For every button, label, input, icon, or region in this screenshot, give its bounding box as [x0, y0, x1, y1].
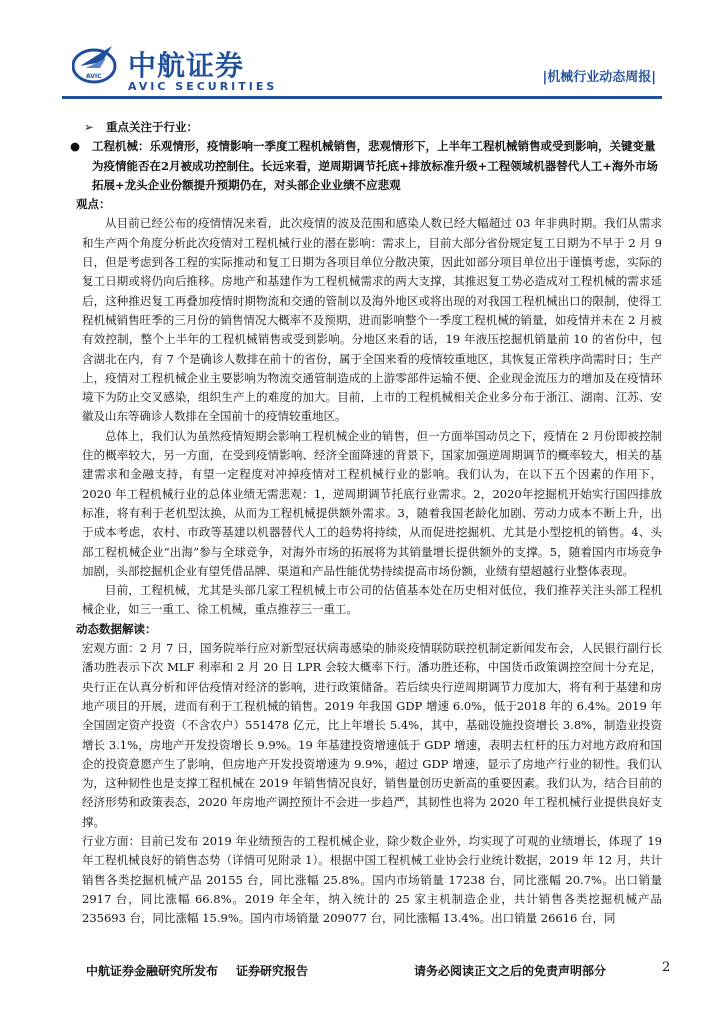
dynamic-data-heading: 动态数据解读：	[76, 621, 157, 636]
view-label: 观点：	[76, 197, 111, 212]
view-paragraph-2: 总体上，我们认为虽然疫情短期会影响工程机械企业的销售，但一方面举国动员之下，疫情在 2 月份即被控制住的概率较大，另一方面，在受到疫情影响、经济全面降速的背景下，国家加强逆周期调节的概率较大，相关的基建需求和金融支持，有望一定程度对冲掉疫情对工程机械行业的影响。我们认为，在以下五个因素的作用下，2020 年工程机械行业的总体业绩无需悲观：1，逆周期调节托底行业需求。2，2020年挖掘机开始实行国四排放标准，将有利于老机型汰换，从而为工程机械提供额外需求。3，随着我国老龄化加剧、劳动力成本不断上升，出于成本考虑，农村、市政等基建以机器替代人工的趋势将持续，从而促进挖掘机、尤其是小型挖机的销售。4、头部工程机械企业“出海”参与全球竞争，对海外市场的拓展将为其销量增长提供额外的支撑。5，随着国内市场竞争加剧，头部挖掘机企业有望凭借品牌、渠道和产品性能优势持续提高市场份额，业绩有望超越行业整体表现。	[82, 428, 662, 578]
focus-heading: ➢ 重点关注于行业：	[84, 118, 662, 137]
page-footer	[0, 958, 724, 988]
footer-publisher: 中航证券金融研究所发布	[86, 964, 219, 978]
macro-paragraph: 宏观方面：2 月 7 日，国务院举行应对新型冠状病毒感染的肺炎疫情联防联控机制定新闻发布会，人民银行副行长潘功胜表示下次 MLF 利率和 2 月 20 日 LPR 会较大概率下行。潘功胜还称，中国货币政策调控空间十分充足，央行正在认真分析和评估疫情对经济的影响，进行政策储备。若后续央行逆周期调节力度加大，将有利于基建和房地产项目的开展，进而有利于工程机械的销售。2019 年我国 GDP 增速 6.0%，低于2018 年的 6.4%。2019 年全国固定资产投资（不含农户）551478 亿元，比上年增长 5.4%，其中，基础设施投资增长 3.8%，制造业投资增长 3.1%，房地产开发投资增长 9.9%。19 年基建投资增速低于 GDP 增速，表明去杠杆的压力对地方政府和国企的投资意愿产生了影响，但房地产开发投资增速为 9.9%，超过 GDP 增速，显示了房地产行业的韧性。我们认为，这种韧性也是支撑工程机械在 2019 年销售情况良好，销售量创历史新高的重要因素。我们认为，结合目前的经济形势和政策表态，2020 年房地产调控预计不会进一步趋严，其韧性也将为 2020 年工程机械行业提供良好支撑。	[82, 641, 662, 829]
svg-text:AVIC: AVIC	[86, 73, 102, 80]
view-paragraph-1: 从目前已经公布的疫情情况来看，此次疫情的波及范围和感染人数已经大幅超过 03 年非典时期。我们从需求和生产两个角度分析此次疫情对工程机械行业的潜在影响：需求上，目前大部分省份规定复工日期为不早于 2 月 9 日，但是考虑到各工程的实际推动和复工日期为各项目单位分散决策，因此如部分项目单位出于谨慎考虑，实际的复工日期或将仍向后推移。房地产和基建作为工程机械需求的两大支撑，其推迟复工势必造成对工程机械的需求延后，这种推迟复工再叠加疫情时期物流和交通的管制以及海外地区或将出现的对我国工程机械出口的限制，使得工程机械销售旺季的三月份的销售情况大概率不及预期，进而影响整个一季度工程机械的销量，如疫情并未在 2 月被有效控制，整个上半年的工程机械销售或受到影响。分地区来看的话，19 年液压挖掘机销量前 10 的省份中，包含湖北在内，有 7 个是确诊人数排在前十的省份，属于全国来看的疫情较重地区，其恢复正常秩序尚需时日；生产上，疫情对工程机械企业主要影响为物流交通管制造成的上游零部件运输不便、企业现金流压力的增加及在疫情环境下为防止交叉感染，组织生产上的难度的加大。目前，上市的工程机械相关企业多分布于浙江、湖南、江苏、安徽及山东等确诊人数排在全国前十的疫情较重地区。	[82, 216, 662, 424]
page-number: 2	[662, 960, 671, 975]
footer-doc-type: 证券研究报告	[236, 964, 309, 978]
brand-name-en: AVIC SECURITIES	[128, 80, 278, 93]
report-body	[70, 118, 662, 928]
page-header	[0, 0, 724, 100]
arrow-bullet-icon: ➢	[84, 120, 94, 134]
header-divider	[62, 96, 662, 99]
bullet-dot-icon: ●	[70, 139, 81, 154]
key-point-bullet: ● 工程机械：乐观情形，疫情影响一季度工程机械销售，悲观情形下，上半年工程机械销售或受到影响，关键变量为疫情能否在2月被成功控制住。长远来看，逆周期调节托底+排放标准升级+工程领域机器替代人工+海外市场拓展+龙头企业份额提升预期仍在，对头部企业业绩不应悲观	[70, 139, 658, 192]
avic-logo-icon	[72, 42, 120, 84]
brand-name-cn: 中航证券	[128, 49, 245, 82]
industry-paragraph: 行业方面：目前已发布 2019 年业绩预告的工程机械企业，除少数企业外，均实现了可观的业绩增长，体现了 19 年工程机械良好的销售态势（详情可见附录 1）。根据中国工程机械工业协会行业统计数据，2019 年 12 月，共计销售各类挖掘机械产品 20155 台，同比涨幅 25.8%。国内市场销量 17238 台，同比涨幅 20.7%。出口销量 2917 台，同比涨幅 66.8%。2019 年全年，纳入统计的 25 家主机制造企业，共计销售各类挖掘机械产品 235693 台，同比涨幅 15.9%。国内市场销量 209077 台，同比涨幅 13.4%。出口销量 26616 台，同	[82, 833, 662, 926]
report-type-tag: |机械行业动态周报|	[542, 70, 656, 85]
view-paragraph-3: 目前，工程机械，尤其是头部几家工程机械上市公司的估值基本处在历史相对低位，我们推荐关注头部工程机械企业，如三一重工、徐工机械，重点推荐三一重工。	[82, 583, 662, 617]
footer-disclaimer-notice: 请务必阅读正文之后的免责声明部分	[414, 964, 607, 978]
